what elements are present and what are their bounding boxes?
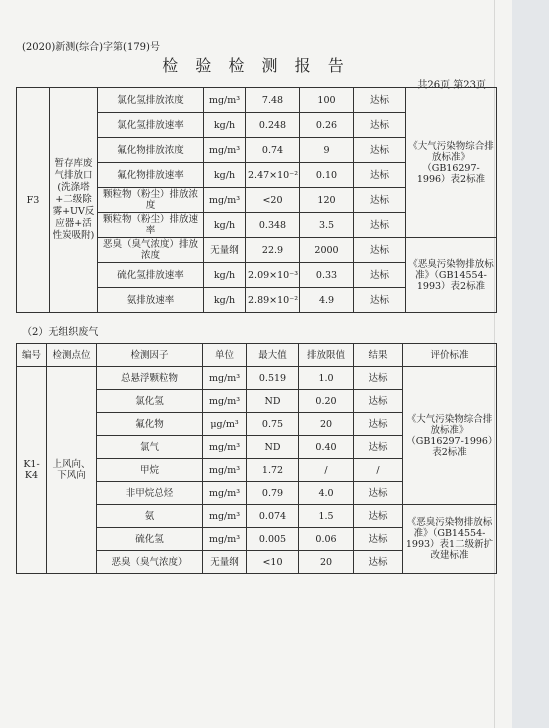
unit-cell: mg/m³ [203, 528, 247, 551]
column-header: 结果 [354, 344, 403, 367]
result-cell: 达标 [354, 413, 403, 436]
max-value-cell: 2.89×10⁻² [246, 288, 300, 313]
factor-cell: 氯化氢排放速率 [98, 113, 204, 138]
unit-cell: mg/m³ [204, 138, 246, 163]
unit-cell: mg/m³ [203, 482, 247, 505]
limit-cell: 0.40 [299, 436, 354, 459]
unit-cell: kg/h [204, 288, 246, 313]
table-row [17, 88, 497, 113]
factor-cell: 氯气 [97, 436, 203, 459]
limit-cell: 0.33 [300, 263, 354, 288]
max-value-cell: ND [247, 390, 299, 413]
factor-cell: 氨 [97, 505, 203, 528]
result-cell: 达标 [354, 138, 406, 163]
result-cell: 达标 [354, 528, 403, 551]
result-cell: 达标 [354, 288, 406, 313]
unorganized-emission-table [16, 343, 497, 574]
column-header: 评价标准 [403, 344, 497, 367]
unit-cell: kg/h [204, 263, 246, 288]
max-value-cell: 2.09×10⁻³ [246, 263, 300, 288]
max-value-cell: ND [247, 436, 299, 459]
column-header: 最大值 [247, 344, 299, 367]
scan-background-strip [512, 0, 549, 728]
column-header: 单位 [203, 344, 247, 367]
max-value-cell: 1.72 [247, 459, 299, 482]
limit-cell: / [299, 459, 354, 482]
section-heading: （2）无组织废气 [22, 327, 99, 338]
max-value-cell: 0.74 [246, 138, 300, 163]
max-value-cell: 0.248 [246, 113, 300, 138]
limit-cell: 1.5 [299, 505, 354, 528]
factor-cell: 颗粒物（粉尘）排放浓度 [98, 188, 204, 213]
result-cell: 达标 [354, 238, 406, 263]
limit-cell: 4.9 [300, 288, 354, 313]
code-cell: K1-K4 [17, 367, 47, 574]
limit-cell: 20 [299, 551, 354, 574]
max-value-cell: 2.47×10⁻² [246, 163, 300, 188]
organized-emission-table [16, 87, 497, 313]
max-value-cell: 0.005 [247, 528, 299, 551]
max-value-cell: 0.074 [247, 505, 299, 528]
limit-cell: 120 [300, 188, 354, 213]
result-cell: 达标 [354, 505, 403, 528]
unit-cell: mg/m³ [204, 88, 246, 113]
result-cell: 达标 [354, 188, 406, 213]
max-value-cell: 22.9 [246, 238, 300, 263]
factor-cell: 氟化物 [97, 413, 203, 436]
result-cell: 达标 [354, 551, 403, 574]
factor-cell: 氟化物排放浓度 [98, 138, 204, 163]
column-header: 检测因子 [97, 344, 203, 367]
limit-cell: 0.20 [299, 390, 354, 413]
max-value-cell: <20 [246, 188, 300, 213]
result-cell: / [354, 459, 403, 482]
max-value-cell: 0.519 [247, 367, 299, 390]
factor-cell: 恶臭（臭气浓度） [97, 551, 203, 574]
point-description-cell: 暂存库废气排放口(洗涤塔+二级除雾+UV反应器+活性炭吸附) [50, 88, 98, 313]
max-value-cell: 0.348 [246, 213, 300, 238]
unit-cell: kg/h [204, 113, 246, 138]
result-cell: 达标 [354, 263, 406, 288]
limit-cell: 1.0 [299, 367, 354, 390]
factor-cell: 氯化氢 [97, 390, 203, 413]
unit-cell: mg/m³ [203, 505, 247, 528]
column-header: 排放限值 [299, 344, 354, 367]
result-cell: 达标 [354, 88, 406, 113]
result-cell: 达标 [354, 213, 406, 238]
unit-cell: kg/h [204, 213, 246, 238]
report-title: 检 验 检 测 报 告 [162, 56, 350, 75]
max-value-cell: <10 [247, 551, 299, 574]
limit-cell: 0.06 [299, 528, 354, 551]
limit-cell: 0.26 [300, 113, 354, 138]
location-cell: 上风向、下风向 [47, 367, 97, 574]
unit-cell: mg/m³ [203, 390, 247, 413]
limit-cell: 0.10 [300, 163, 354, 188]
factor-cell: 非甲烷总烃 [97, 482, 203, 505]
limit-cell: 2000 [300, 238, 354, 263]
factor-cell: 恶臭（臭气浓度）排放浓度 [98, 238, 204, 263]
result-cell: 达标 [354, 113, 406, 138]
unit-cell: μg/m³ [203, 413, 247, 436]
unit-cell: mg/m³ [203, 436, 247, 459]
factor-cell: 氨排放速率 [98, 288, 204, 313]
unit-cell: mg/m³ [204, 188, 246, 213]
factor-cell: 总悬浮颗粒物 [97, 367, 203, 390]
result-cell: 达标 [354, 436, 403, 459]
report-reference-number: (2020)新测(综合)字第(179)号 [22, 42, 160, 53]
factor-cell: 硫化氢 [97, 528, 203, 551]
unit-cell: 无量纲 [204, 238, 246, 263]
factor-cell: 甲烷 [97, 459, 203, 482]
column-header: 编号 [17, 344, 47, 367]
page-number: 共26页 第23页 [417, 80, 486, 91]
result-cell: 达标 [354, 367, 403, 390]
result-cell: 达标 [354, 390, 403, 413]
factor-cell: 氟化物排放速率 [98, 163, 204, 188]
unit-cell: kg/h [204, 163, 246, 188]
unit-cell: 无量纲 [203, 551, 247, 574]
limit-cell: 9 [300, 138, 354, 163]
max-value-cell: 0.75 [247, 413, 299, 436]
table-header-row [17, 344, 497, 367]
standard-cell: 《大气污染物综合排放标准》（GB16297-1996）表2标准 [406, 88, 497, 238]
unit-cell: mg/m³ [203, 459, 247, 482]
factor-cell: 硫化氢排放速率 [98, 263, 204, 288]
point-code-cell: F3 [17, 88, 50, 313]
max-value-cell: 7.48 [246, 88, 300, 113]
factor-cell: 氯化氢排放浓度 [98, 88, 204, 113]
max-value-cell: 0.79 [247, 482, 299, 505]
limit-cell: 3.5 [300, 213, 354, 238]
limit-cell: 20 [299, 413, 354, 436]
limit-cell: 100 [300, 88, 354, 113]
table-row [17, 367, 497, 390]
standard-cell: 《大气污染物综合排放标准》（GB16297-1996）表2标准 [403, 367, 497, 505]
standard-cell: 《恶臭污染物排放标准》（GB14554-1993）表2标准 [406, 238, 497, 313]
limit-cell: 4.0 [299, 482, 354, 505]
factor-cell: 颗粒物（粉尘）排放速率 [98, 213, 204, 238]
standard-cell: 《恶臭污染物排放标准》（GB14554-1993）表1二级新扩改建标准 [403, 505, 497, 574]
result-cell: 达标 [354, 163, 406, 188]
column-header: 检测点位 [47, 344, 97, 367]
result-cell: 达标 [354, 482, 403, 505]
unit-cell: mg/m³ [203, 367, 247, 390]
